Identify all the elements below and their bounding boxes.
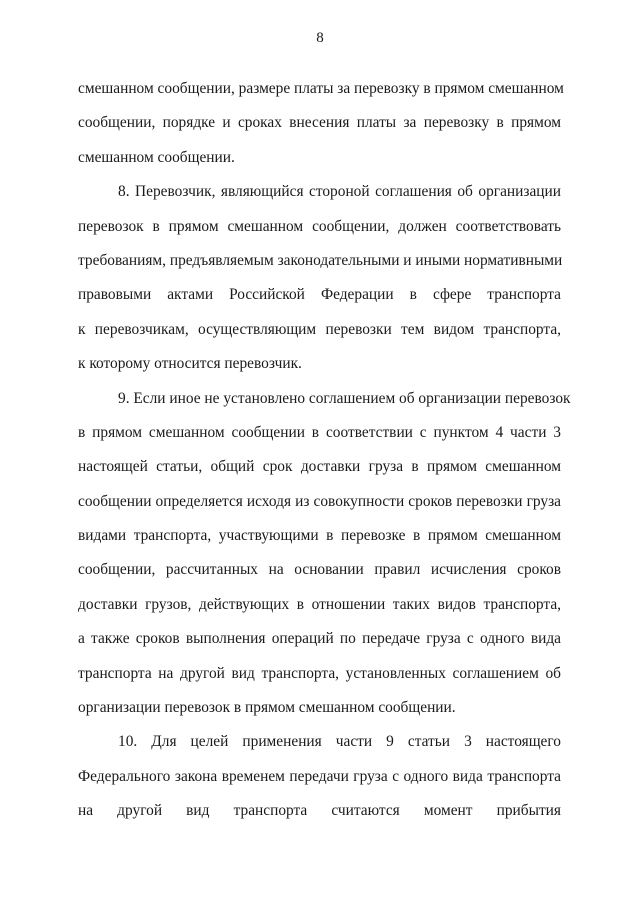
paragraph-8: [78, 175, 561, 381]
text-line: настоящей статьи, общий срок доставки груза в прямом смешанном: [78, 458, 561, 476]
text-line: сообщении определяется исходя из совокупности сроков перевозки груза: [78, 492, 561, 510]
text-line: сообщении, порядке и сроках внесения платы за перевозку в прямом: [78, 114, 561, 132]
text-line: смешанном сообщении, размере платы за перевозку в прямом смешанном: [78, 80, 564, 97]
text-line: 9. Если иное не установлено соглашением об организации перевозок: [118, 389, 571, 407]
paragraph-continuation: [78, 72, 564, 175]
text-line: Федерального закона временем передачи груза с одного вида транспорта: [78, 767, 561, 785]
text-line: к которому относится перевозчик.: [78, 355, 302, 373]
text-line: требованиям, предъявляемым законодательными и иными нормативными: [78, 251, 563, 269]
text-line: видами транспорта, участвующими в перевозке в прямом смешанном: [78, 527, 561, 545]
paragraph-10: [78, 725, 561, 828]
document-body: [78, 72, 571, 829]
text-line: на другой вид транспорта считаются момент прибытия: [78, 802, 561, 820]
text-line: перевозок в прямом смешанном сообщении, должен соответствовать: [78, 217, 561, 235]
paragraph-9: [78, 382, 571, 726]
text-line: 8. Перевозчик, являющийся стороной соглашения об организации: [118, 183, 561, 201]
text-line: в прямом смешанном сообщении в соответствии с пунктом 4 части 3: [78, 423, 561, 441]
text-line: правовыми актами Российской Федерации в сфере транспорта: [78, 286, 561, 304]
text-line: смешанном сообщении.: [78, 148, 235, 166]
page-number: 8: [316, 30, 324, 46]
text-line: к перевозчикам, осуществляющим перевозки тем видом транспорта,: [78, 320, 561, 338]
text-line: организации перевозок в прямом смешанном сообщении.: [78, 699, 456, 717]
text-line: доставки грузов, действующих в отношении таких видов транспорта,: [78, 595, 561, 613]
text-line: а также сроков выполнения операций по передаче груза с одного вида: [78, 630, 561, 648]
text-line: сообщении, рассчитанных на основании правил исчисления сроков: [78, 561, 561, 579]
text-line: 10. Для целей применения части 9 статьи 3 настоящего: [118, 733, 561, 751]
text-line: транспорта на другой вид транспорта, установленных соглашением об: [78, 664, 561, 682]
